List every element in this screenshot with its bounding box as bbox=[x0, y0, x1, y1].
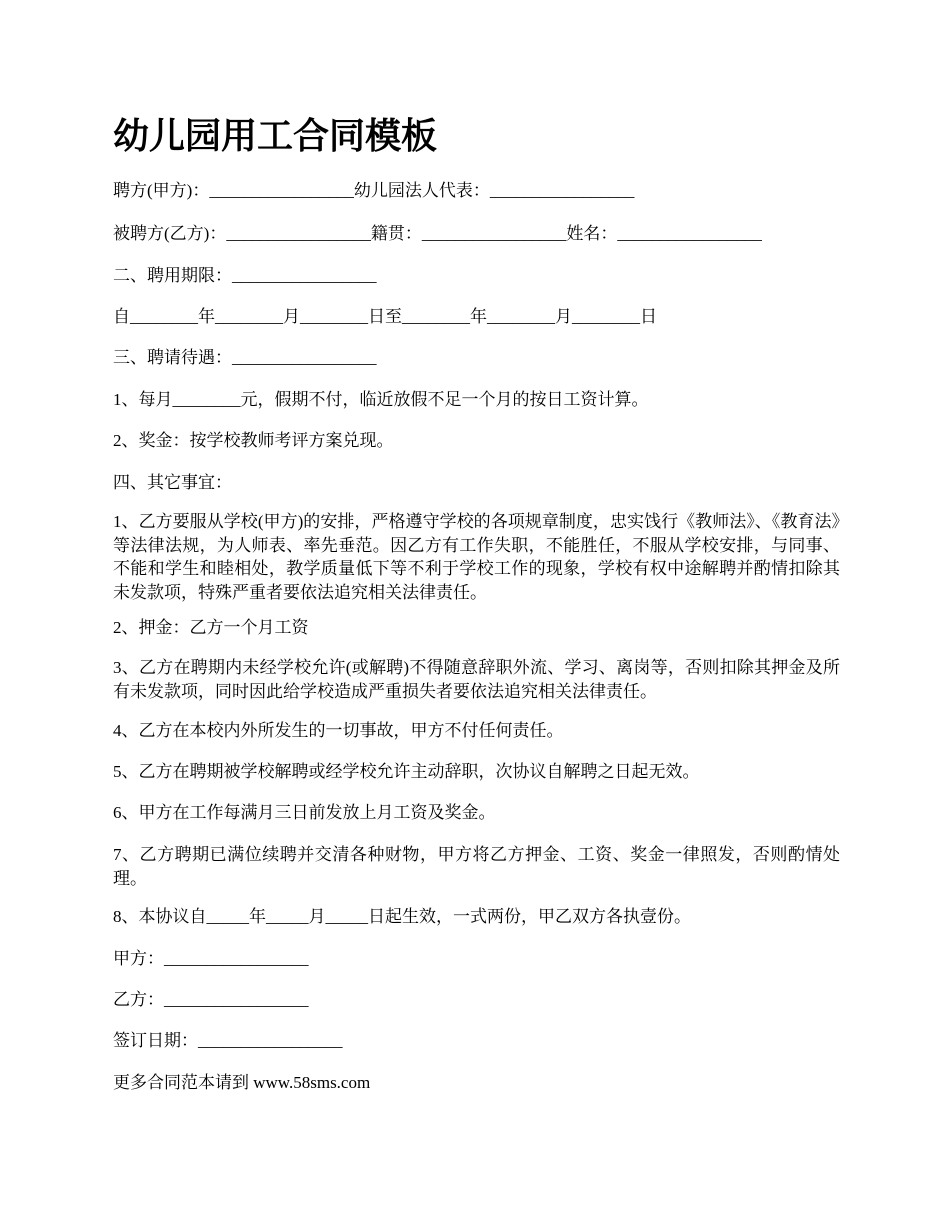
clause-8-effective: 8、本协议自_____年_____月_____日起生效，一式两份，甲乙双方各执壹份。 bbox=[113, 907, 691, 926]
document-title: 幼儿园用工合同模板 bbox=[113, 116, 438, 156]
employment-term-heading: 二、聘用期限：_________________ bbox=[113, 266, 377, 285]
signature-party-a: 甲方：_________________ bbox=[113, 949, 309, 968]
monthly-salary-clause: 1、每月________元，假期不付，临近放假不足一个月的按日工资计算。 bbox=[113, 390, 649, 409]
compensation-heading: 三、聘请待遇：_________________ bbox=[113, 348, 377, 367]
other-matters-heading: 四、其它事宜： bbox=[113, 473, 232, 492]
clause-6-payment: 6、甲方在工作每满月三日前发放上月工资及奖金。 bbox=[113, 803, 496, 822]
clause-7-renewal: 7、乙方聘期已满位续聘并交清各种财物，甲方将乙方押金、工资、奖金一律照发，否则酌情处理。 bbox=[113, 845, 840, 888]
clause-3-resignation: 3、乙方在聘期内未经学校允许(或解聘)不得随意辞职外流、学习、离岗等，否则扣除其押金及所有未发款项，同时因此给学校造成严重损失者要依法追究相关法律责任。 bbox=[113, 658, 840, 701]
signature-party-b: 乙方：_________________ bbox=[113, 990, 309, 1009]
bonus-clause: 2、奖金：按学校教师考评方案兑现。 bbox=[113, 431, 394, 450]
party-b-line: 被聘方(乙方)：_________________籍贯：_________________姓名：_________________ bbox=[113, 224, 762, 243]
footer-more-templates: 更多合同范本请到 www.58sms.com bbox=[113, 1073, 371, 1092]
clause-2-deposit: 2、押金：乙方一个月工资 bbox=[113, 618, 309, 637]
clause-5-termination: 5、乙方在聘期被学校解聘或经学校允许主动辞职，次协议自解聘之日起无效。 bbox=[113, 762, 700, 781]
party-a-line: 聘方(甲方)：_________________幼儿园法人代表：_________________ bbox=[113, 181, 635, 200]
clause-1-obligations: 1、乙方要服从学校(甲方)的安排，严格遵守学校的各项规章制度，忠实饯行《教师法》、《教育法》等法律法规，为人师表、率先垂范。因乙方有工作失职，不能胜任，不服从学校安排，与同事、不能和学生和睦相处，教学质量低下等不利于学校工作的现象，学校有权中途解聘并酌情扣除其未发款项，特殊严重者要依法追究相关法律责任。 bbox=[113, 512, 840, 602]
clause-4-accidents: 4、乙方在本校内外所发生的一切事故，甲方不付任何责任。 bbox=[113, 721, 564, 740]
employment-term-dates: 自________年________月________日至________年________月________日 bbox=[113, 307, 657, 326]
signing-date: 签订日期：_________________ bbox=[113, 1031, 343, 1050]
